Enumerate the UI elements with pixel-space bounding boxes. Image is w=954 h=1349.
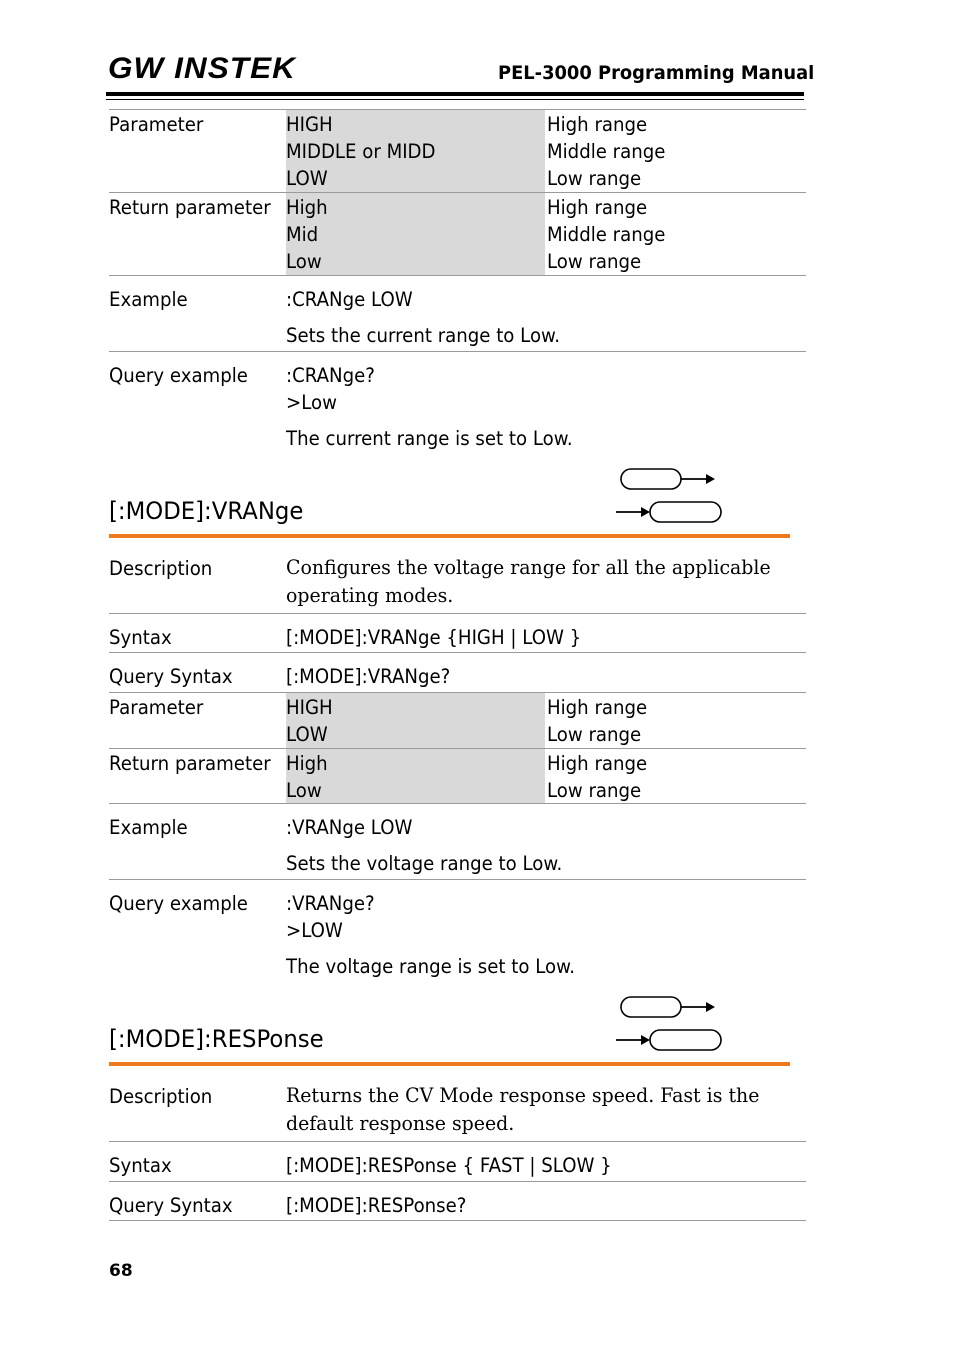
param-desc: Low range (547, 167, 642, 190)
return-value: Low (286, 250, 322, 273)
table-divider (109, 1220, 806, 1221)
table-divider (109, 192, 806, 193)
query-response: >Low (286, 391, 337, 414)
table-divider (109, 275, 806, 276)
table-divider (109, 351, 806, 352)
set-command-icon (621, 469, 715, 489)
set-command-icon (621, 997, 715, 1017)
section-rule (109, 534, 790, 538)
query-command-icon (616, 1030, 721, 1050)
table-divider (109, 652, 806, 653)
return-value: Low (286, 779, 322, 802)
set-query-icon (614, 466, 724, 526)
param-value: LOW (286, 167, 328, 190)
return-desc: Low range (547, 779, 642, 802)
syntax-text: [:MODE]:RESPonse { FAST | SLOW } (286, 1154, 612, 1177)
section-rule (109, 1062, 790, 1066)
query-command: :VRANge? (286, 892, 375, 915)
row-label-parameter: Parameter (109, 113, 204, 136)
return-desc: High range (547, 752, 648, 775)
example-command: :VRANge LOW (286, 816, 413, 839)
row-label-return-parameter: Return parameter (109, 752, 271, 775)
table-divider (109, 748, 806, 749)
query-response: >LOW (286, 919, 343, 942)
row-label-syntax: Syntax (109, 626, 172, 649)
query-syntax-text: [:MODE]:RESPonse? (286, 1194, 467, 1217)
param-value: HIGH (286, 696, 333, 719)
query-syntax-text: [:MODE]:VRANge? (286, 665, 451, 688)
row-label-query-syntax: Query Syntax (109, 665, 233, 688)
query-note: The current range is set to Low. (286, 427, 573, 450)
section-title-vrange: [:MODE]:VRANge (109, 497, 304, 525)
row-label-syntax: Syntax (109, 1154, 172, 1177)
manual-title: PEL-3000 Programming Manual (498, 62, 815, 84)
row-label-query-syntax: Query Syntax (109, 1194, 233, 1217)
param-value: LOW (286, 723, 328, 746)
example-note: Sets the current range to Low. (286, 324, 560, 347)
description-text: Configures the voltage range for all the applicable operating modes. (286, 556, 771, 607)
return-value: Mid (286, 223, 319, 246)
table-divider (109, 1141, 806, 1142)
param-desc: Low range (547, 723, 642, 746)
page-number: 68 (109, 1261, 133, 1281)
row-label-query-example: Query example (109, 364, 248, 387)
param-value: HIGH (286, 113, 333, 136)
header-rule-thin (106, 99, 804, 100)
description-text: Returns the CV Mode response speed. Fast is the default response speed. (286, 1084, 760, 1135)
example-command: :CRANge LOW (286, 288, 413, 311)
row-label-parameter: Parameter (109, 696, 204, 719)
table-divider (109, 879, 806, 880)
row-label-description: Description (109, 1085, 213, 1108)
row-label-return-parameter: Return parameter (109, 196, 271, 219)
query-command: :CRANge? (286, 364, 375, 387)
row-label-example: Example (109, 288, 188, 311)
row-label-example: Example (109, 816, 188, 839)
param-desc: High range (547, 113, 648, 136)
syntax-text: [:MODE]:VRANge {HIGH | LOW } (286, 626, 582, 649)
set-query-icon (614, 994, 724, 1054)
row-label-query-example: Query example (109, 892, 248, 915)
table-divider (109, 803, 806, 804)
table-divider (109, 613, 806, 614)
row-label-description: Description (109, 557, 213, 580)
param-desc: High range (547, 696, 648, 719)
return-desc: Low range (547, 250, 642, 273)
table-divider (109, 1181, 806, 1182)
header-rule (106, 92, 804, 96)
param-desc: Middle range (547, 140, 666, 163)
example-note: Sets the voltage range to Low. (286, 852, 563, 875)
query-note: The voltage range is set to Low. (286, 955, 576, 978)
return-desc: High range (547, 196, 648, 219)
return-desc: Middle range (547, 223, 666, 246)
query-command-icon (616, 502, 721, 522)
return-value: High (286, 196, 328, 219)
param-value: MIDDLE or MIDD (286, 140, 436, 163)
return-value: High (286, 752, 328, 775)
brand-logo: GW INSTEK (108, 52, 296, 85)
section-title-response: [:MODE]:RESPonse (109, 1025, 324, 1053)
